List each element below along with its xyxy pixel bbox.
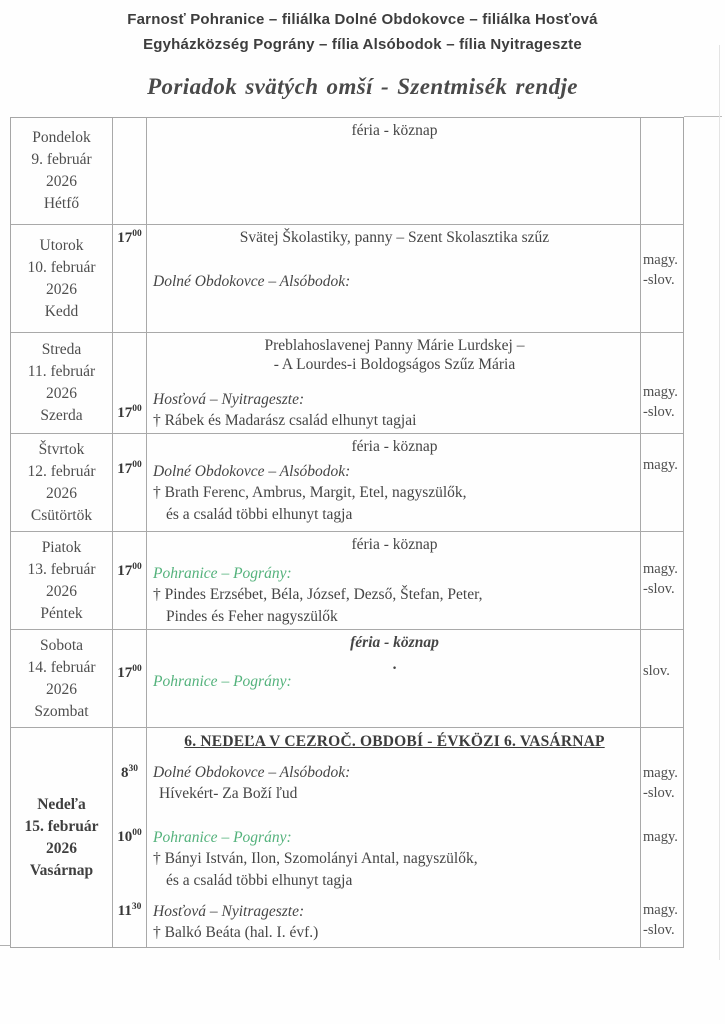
row-saturday — [11, 630, 683, 728]
mass-intention: † Balkó Beáta (hal. I. évf.) — [153, 924, 319, 941]
mass-intention: és a család többi elhunyt tagja — [166, 505, 353, 523]
row-friday — [11, 532, 683, 630]
mass-intention: † Bányi István, Ilon, Szomolányi Antal, nagyszülők, — [153, 850, 478, 867]
language-label: slov. — [643, 663, 670, 679]
mass-location: Pohranice – Pográny: — [153, 565, 292, 582]
mass-intention: és a család többi elhunyt tagja — [166, 871, 353, 889]
feast-label: féria - köznap — [351, 536, 438, 553]
mass-intention: Hívekért- Za Boží ľud — [159, 785, 298, 802]
day-name-hu: Szombat — [34, 702, 89, 720]
day-cell — [11, 118, 113, 224]
day-name-sk: Nedeľa — [37, 795, 86, 813]
language-label: magy. — [643, 829, 678, 845]
scan-dot-mark: . — [392, 656, 397, 673]
scan-line-artifact — [684, 116, 722, 117]
mass-location: Dolné Obdokovce – Alsóbodok: — [153, 463, 351, 480]
mass-time: $17^{00}$ — [117, 664, 142, 681]
description-cell — [147, 728, 641, 947]
day-name-sk: Streda — [41, 341, 82, 358]
day-name-hu: Péntek — [40, 604, 83, 622]
description-cell — [147, 532, 641, 629]
day-date: 14. február — [27, 658, 96, 676]
day-year: 2026 — [46, 680, 77, 698]
scan-page-edge — [719, 45, 720, 960]
time-cell — [113, 434, 147, 531]
mass-location: Dolné Obdokovce – Alsóbodok: — [153, 764, 351, 781]
description-cell — [147, 118, 641, 224]
mass-location: Dolné Obdokovce – Alsóbodok: — [153, 273, 351, 290]
time-cell — [113, 225, 147, 332]
day-name-sk: Utorok — [39, 236, 84, 254]
day-name-hu: Szerda — [40, 407, 83, 424]
feast-label: féria - köznap — [351, 438, 438, 455]
parish-header-line-2: Egyházközség Pográny – fília Alsóbodok – fília Nyitrageszte — [143, 36, 582, 53]
day-year: 2026 — [46, 839, 77, 857]
mass-location: Hosťová – Nyitrageszte: — [153, 391, 305, 408]
day-year: 2026 — [46, 173, 77, 190]
day-date: 10. február — [27, 258, 96, 276]
day-year: 2026 — [46, 280, 77, 298]
day-date: 15. február — [24, 817, 99, 835]
row-wednesday — [11, 333, 683, 434]
day-name-hu: Vasárnap — [29, 861, 94, 879]
mass-time: $17^{00}$ — [117, 404, 142, 421]
mass-entry — [153, 827, 636, 891]
feast-label: Svätej Školastiky, panny – Szent Skolasztika szűz — [239, 229, 550, 246]
day-name-sk: Pondelok — [32, 129, 91, 146]
language-cell — [641, 434, 683, 531]
mass-location: Pohranice – Pográny: — [153, 673, 292, 690]
day-name-hu: Kedd — [44, 302, 79, 320]
parish-header-line-1: Farnosť Pohranice – filiálka Dolné Obdokovce – filiálka Hosťová — [127, 11, 598, 28]
day-cell — [11, 225, 113, 332]
language-cell — [641, 118, 683, 224]
language-label: magy. -slov. — [643, 765, 678, 801]
day-date: 12. február — [27, 462, 96, 480]
language-cell — [641, 333, 683, 433]
feast-label: féria - köznap — [350, 634, 439, 651]
day-date: 13. február — [27, 560, 96, 578]
day-date: 9. február — [31, 151, 92, 168]
mass-intention: † Rábek és Madarász család elhunyt tagjai — [153, 412, 417, 429]
language-label: magy. — [643, 457, 678, 473]
page-title: Poriadok svätých omší - Szentmisék rendje — [147, 74, 578, 99]
mass-intention: Pindes és Feher nagyszülők — [166, 607, 338, 625]
day-cell — [11, 434, 113, 531]
mass-time: $17^{00}$ — [117, 562, 142, 579]
feast-label: féria - köznap — [351, 122, 438, 139]
time-cell — [113, 333, 147, 433]
day-name-sk: Štvrtok — [38, 440, 85, 458]
description-cell — [147, 630, 641, 727]
language-cell — [641, 225, 683, 332]
mass-time: $10^{00}$ — [117, 828, 142, 845]
language-label: magy. -slov. — [643, 252, 678, 288]
day-date: 11. február — [27, 363, 96, 380]
time-cell — [113, 118, 147, 224]
mass-intention: † Pindes Erzsébet, Béla, József, Dezső, Štefan, Peter, — [153, 586, 483, 603]
row-tuesday — [11, 225, 683, 333]
feast-label: - A Lourdes-i Boldogságos Szűz Mária — [273, 356, 516, 373]
day-name-hu: Hétfő — [43, 195, 80, 212]
description-cell — [147, 225, 641, 332]
row-monday — [11, 118, 683, 225]
mass-time: $11^{30}$ — [117, 902, 142, 919]
mass-entry — [153, 762, 636, 805]
day-cell — [11, 532, 113, 629]
mass-schedule-table — [10, 117, 684, 948]
row-sunday — [11, 728, 683, 947]
day-year: 2026 — [46, 385, 77, 402]
language-label: magy. -slov. — [643, 384, 678, 420]
day-name-hu: Csütörtök — [30, 506, 93, 524]
sunday-feast-title: 6. NEDEĽA V CEZROČ. OBDOBÍ - ÉVKÖZI 6. VASÁRNAP — [184, 733, 605, 750]
mass-intention: † Brath Ferenc, Ambrus, Margit, Etel, nagyszülők, — [153, 484, 467, 501]
day-year: 2026 — [46, 582, 77, 600]
mass-time: $17^{00}$ — [117, 229, 142, 246]
language-label: magy. -slov. — [643, 902, 678, 938]
row-thursday — [11, 434, 683, 532]
day-cell — [11, 630, 113, 727]
mass-time: $8^{30}$ — [121, 764, 138, 781]
day-name-sk: Sobota — [39, 636, 84, 654]
feast-label: Preblahoslavenej Panny Márie Lurdskej – — [264, 337, 525, 354]
day-year: 2026 — [46, 484, 77, 502]
time-cell — [113, 532, 147, 629]
scan-line-artifact — [0, 945, 11, 946]
day-cell — [11, 333, 113, 433]
time-cell — [113, 728, 147, 947]
day-name-sk: Piatok — [41, 538, 82, 556]
language-cell — [641, 728, 683, 947]
day-cell — [11, 728, 113, 947]
mass-location: Pohranice – Pográny: — [153, 829, 292, 846]
time-cell — [113, 630, 147, 727]
mass-location: Hosťová – Nyitrageszte: — [153, 903, 305, 920]
description-cell — [147, 333, 641, 433]
mass-time: $17^{00}$ — [117, 460, 142, 477]
parish-header — [0, 0, 725, 57]
language-cell — [641, 630, 683, 727]
language-label: magy. -slov. — [643, 561, 678, 597]
description-cell — [147, 434, 641, 531]
language-cell — [641, 532, 683, 629]
mass-entry — [153, 901, 636, 944]
